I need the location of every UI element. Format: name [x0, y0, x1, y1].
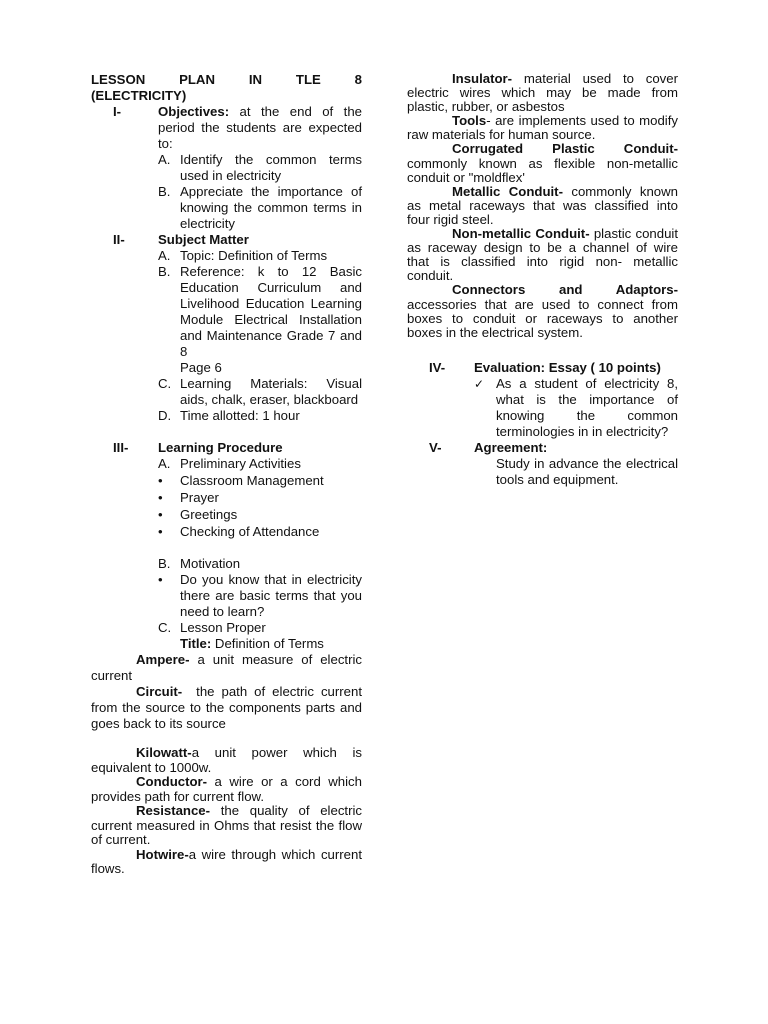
agreement-text: Study in advance the electrical tools and equipment. [496, 455, 678, 487]
term-definition [407, 114, 678, 142]
bullet-text: Checking of Attendance [180, 524, 320, 539]
term-text: material used to cover electric wires which may be made from plastic, rubber, or asbestos [407, 71, 678, 115]
term-label: Ampere- [136, 652, 190, 667]
subject-heading: Subject Matter [158, 232, 249, 247]
list-marker: B. [158, 556, 171, 571]
objective-item [158, 184, 362, 232]
objective-text: Appreciate the importance of knowing the common terms in electricity [180, 184, 362, 231]
subject-page: Page 6 [180, 360, 222, 375]
term-definition [407, 283, 678, 339]
term-definition [407, 142, 678, 184]
bullet-icon: • [158, 490, 163, 505]
subject-reference [180, 264, 362, 376]
procedure-heading: Learning Procedure [158, 440, 283, 455]
bullet-icon: • [158, 507, 163, 522]
term-label: Corrugated Plastic Conduit- [452, 141, 678, 157]
bullet-text: Prayer [180, 490, 219, 505]
term-label: Connectors and Adaptors- [452, 282, 678, 298]
procedure-text: Lesson Proper [180, 620, 266, 635]
section-evaluation [407, 360, 678, 376]
evaluation-question: As a student of electricity 8, what is the importance of knowing the common terminologies in in electricity? [496, 375, 678, 439]
bullet-icon: • [158, 572, 163, 587]
bullet-text: Do you know that in electricity there are basic terms that you need to learn? [180, 572, 362, 619]
term-text: plastic conduit as raceway design to be a channel of wire that is classified into rigid non- metallic conduit. [407, 226, 679, 284]
list-marker: A. [158, 248, 171, 263]
term-definition [91, 775, 362, 804]
section-number: V- [429, 439, 442, 455]
term-label: Circuit- [136, 684, 183, 699]
evaluation-heading: Evaluation: Essay ( 10 points) [474, 359, 661, 375]
objectives-heading: Objectives: [158, 104, 230, 119]
section-subject-matter [91, 232, 362, 248]
section-number: III- [113, 440, 129, 455]
term-text: the path of electric current from the source to the components parts and goes back to its source [91, 684, 366, 731]
agreement-heading: Agreement: [474, 439, 548, 455]
term-label: Non-metallic Conduit- [452, 226, 590, 242]
list-marker: A. [158, 152, 171, 167]
term-text: commonly known as flexible non-metallic conduit or "moldflex' [407, 155, 678, 185]
term-text: a unit measure of electric current [91, 652, 362, 683]
term-label: Resistance- [136, 803, 211, 818]
procedure-text: Motivation [180, 556, 241, 571]
bullet-item [158, 507, 362, 523]
term-definition [407, 185, 678, 227]
subject-text: Reference: k to 12 Basic Education Curriculum and Livelihood Education Learning Module Electrical Installation and Maintenance Grade 7 and 8 [180, 264, 362, 359]
term-definition [407, 72, 678, 114]
term-definition [91, 746, 362, 775]
list-marker: D. [158, 408, 172, 423]
bullet-icon: • [158, 473, 163, 488]
bullet-item [158, 524, 362, 540]
term-label: Insulator- [452, 71, 513, 86]
list-marker: C. [158, 620, 172, 635]
list-marker: C. [158, 376, 172, 391]
term-text: commonly known as metal raceways that was classified into four rigid steel. [407, 183, 678, 227]
term-label: Kilowatt- [136, 745, 192, 760]
objectives-intro [158, 104, 362, 152]
term-definition [91, 804, 362, 848]
list-marker: B. [158, 184, 171, 199]
term-label: Tools [452, 113, 487, 129]
term-text: a unit power which is equivalent to 1000w. [91, 745, 362, 775]
lesson-title [158, 636, 362, 652]
right-column [407, 72, 678, 488]
procedure-text: Preliminary Activities [180, 456, 301, 471]
bullet-text: Classroom Management [180, 473, 324, 488]
objective-item [158, 152, 362, 184]
term-text: - are implements used to modify raw materials for human source. [407, 113, 678, 143]
bullet-item [158, 490, 362, 506]
term-text: a wire through which current flows. [91, 846, 362, 876]
section-number: IV- [429, 359, 446, 375]
term-definition [91, 684, 366, 732]
document-title-line2: (ELECTRICITY) [91, 88, 187, 103]
agreement-item [474, 456, 678, 488]
lesson-title-label: Title: [180, 636, 212, 651]
left-column [91, 72, 366, 877]
bullet-text: Greetings [180, 507, 238, 522]
evaluation-item [474, 376, 678, 440]
subject-text: Time allotted: 1 hour [180, 408, 300, 423]
section-objectives [91, 104, 362, 152]
objectives-text: at the end of the period the students are expected to: [158, 104, 362, 151]
term-label: Hotwire- [136, 846, 189, 862]
subject-item [158, 264, 362, 376]
term-definition [407, 227, 678, 283]
bullet-item [158, 473, 362, 489]
section-number: II- [113, 232, 125, 247]
objective-text: Identify the common terms used in electricity [180, 152, 362, 183]
subject-item [158, 248, 362, 264]
term-definition [91, 848, 362, 877]
term-label: Conductor- [136, 774, 208, 789]
list-marker: B. [158, 264, 171, 279]
bullet-item [158, 572, 362, 620]
document-title-line1: LESSON PLAN IN TLE 8 [91, 72, 362, 87]
procedure-item [158, 556, 362, 572]
section-agreement [407, 440, 678, 456]
checkmark-icon: ✓ [474, 376, 485, 391]
subject-text: Topic: Definition of Terms [180, 248, 328, 263]
term-text: the quality of electric current measured in Ohms that resist the flow of current. [91, 803, 362, 847]
term-text: a wire or a cord which provides path for current flow. [91, 774, 362, 804]
evaluation-block [407, 360, 678, 488]
subject-item [158, 376, 362, 408]
term-text: accessories that are used to connect from boxes to conduit or raceways to another boxes in the electrical system. [407, 296, 678, 340]
section-learning-procedure [91, 440, 362, 456]
subject-item [158, 408, 362, 424]
list-marker: A. [158, 456, 171, 471]
term-definition [91, 652, 362, 684]
term-label: Metallic Conduit- [452, 183, 563, 199]
bullet-icon: • [158, 524, 163, 539]
lesson-title-text: Definition of Terms [211, 636, 324, 651]
subject-text: Learning Materials: Visual aids, chalk, eraser, blackboard [180, 376, 362, 407]
procedure-item [158, 620, 362, 636]
section-number: I- [113, 104, 122, 119]
procedure-item [158, 456, 362, 472]
